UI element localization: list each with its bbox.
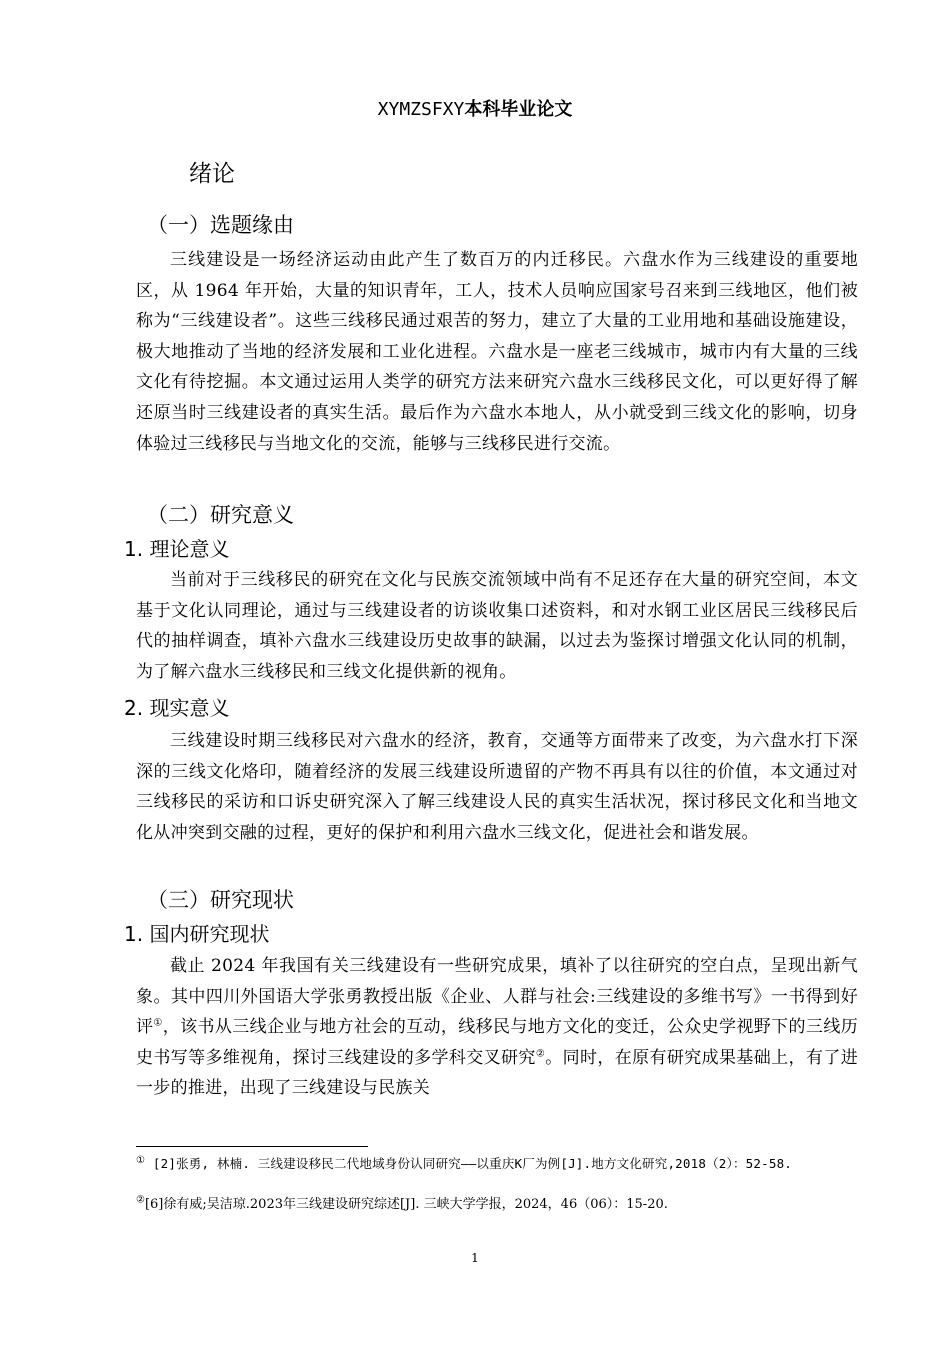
footnote-1 xyxy=(136,1154,858,1174)
section-heading-3: （三）研究现状 xyxy=(147,888,294,912)
footnote-separator xyxy=(136,1146,368,1147)
subheading-theory: 1. 理论意义 xyxy=(124,537,230,561)
section-heading-2: （二）研究意义 xyxy=(147,503,294,527)
chapter-title: 绪论 xyxy=(189,161,235,187)
paragraph-domestic-part3: 。同时，在原有研究成果基础上，有了进一步的推进，出现了三线建设与民族关 xyxy=(136,1047,859,1099)
paragraph-topic-reason: 三线建设是一场经济运动由此产生了数百万的内迁移民。六盘水作为三线建设的重要地区，从 1964 年开始，大量的知识青年，工人，技术人员响应国家号召来到三线地区，他们被称为“三线建设者”。这些三线移民通过艰苦的努力，建立了大量的工业用地和基础设施建设，极大地推动了当地的经济发展和工业化进程。六盘水是一座老三线城市，城市内有大量的三线文化有待挖掘。本文通过运用人类学的研究方法来研究六盘水三线移民文化，可以更好得了解还原当时三线建设者的真实生活。最后作为六盘水本地人，从小就受到三线文化的影响，切身体验过三线移民与当地文化的交流，能够与三线移民进行交流。 xyxy=(136,250,858,454)
running-header xyxy=(0,97,950,122)
footnote-2 xyxy=(136,1195,858,1215)
paragraph-theory: 当前对于三线移民的研究在文化与民族交流领域中尚有不足还存在大量的研究空间，本文基于文化认同理论，通过与三线建设者的访谈收集口述资料，和对水钢工业区居民三线移民后代的抽样调查，填补六盘水三线建设历史故事的缺漏，以过去为鉴探讨增强文化认同的机制，为了解六盘水三线移民和三线文化提供新的视角。 xyxy=(136,570,858,682)
paragraph-domestic xyxy=(136,951,858,1104)
footnote-ref-2[interactable]: ② xyxy=(535,1048,546,1060)
paragraph-domestic-part2: ，该书从三线企业与地方社会的互动，线移民与地方文化的变迁，公众史学视野下的三线历史书写等多维视角，探讨三线建设的多学科交叉研究 xyxy=(136,1017,859,1068)
section-heading-1: （一）选题缘由 xyxy=(147,213,294,237)
footnote-2-mark: ② xyxy=(136,1194,145,1206)
footnote-1-text: [2]张勇, 林楠. 三线建设移民二代地域身份认同研究——以重庆K厂为例[J].地方文化研究,2018（2）：52-58. xyxy=(145,1156,793,1171)
footnote-1-mark: ① xyxy=(136,1154,146,1166)
header-code: XYMZSFXY xyxy=(377,99,465,120)
footnote-ref-1[interactable]: ① xyxy=(153,1017,163,1029)
footnote-2-text: [6]徐有威;吴洁琼.2023年三线建设研究综述[J]. 三峡大学学报，2024，46（06）：15-20. xyxy=(144,1197,668,1212)
page-number: 1 xyxy=(471,1251,479,1265)
header-title: 本科毕业论文 xyxy=(464,99,573,120)
paragraph-domestic-part1: 截止 2024 年我国有关三线建设有一些研究成果，填补了以往研究的空白点，呈现出新气象。其中四川外国语大学张勇教授出版《企业、人群与社会:三线建设的多维书写》一书得到好评 xyxy=(136,956,858,1038)
subheading-practical: 2. 现实意义 xyxy=(124,696,230,720)
paragraph-practical: 三线建设时期三线移民对六盘水的经济，教育，交通等方面带来了改变，为六盘水打下深深的三线文化烙印，随着经济的发展三线建设所遗留的产物不再具有以往的价值，本文通过对三线移民的采访和口诉史研究深入了解三线建设人民的真实生活状况，探讨移民文化和当地文化从冲突到交融的过程，更好的保护和利用六盘水三线文化，促进社会和谐发展。 xyxy=(136,731,858,843)
subheading-domestic: 1. 国内研究现状 xyxy=(124,922,270,946)
